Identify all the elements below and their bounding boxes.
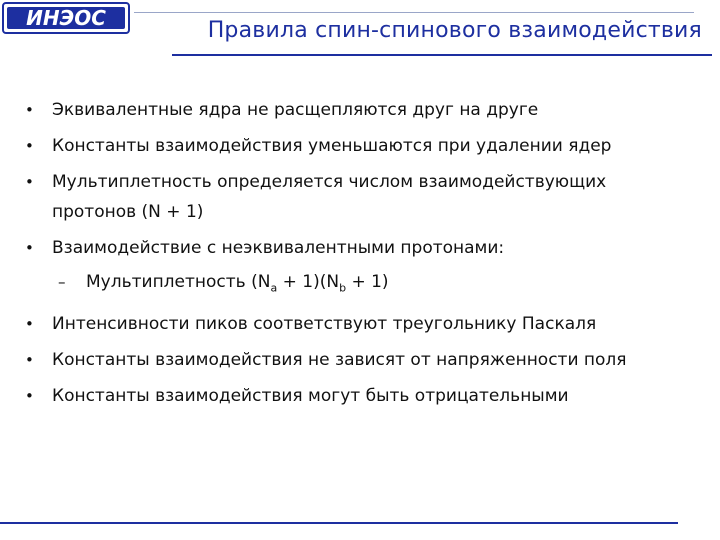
logo-graphic xyxy=(2,2,130,34)
header-rule xyxy=(172,54,712,56)
bullet-marker: • xyxy=(25,351,34,370)
bullet-marker: • xyxy=(25,173,34,191)
bullet-text: Взаимодействие с неэквивалентными протонами: xyxy=(52,238,505,258)
subscript-b: b xyxy=(339,281,347,295)
bullet-item xyxy=(22,95,702,125)
bullet-item xyxy=(22,233,702,263)
bullet-text: Константы взаимодействия не зависят от напряженности поля xyxy=(52,350,627,371)
bullet-marker: • xyxy=(25,315,34,334)
formula-part: + 1)(N xyxy=(277,272,340,292)
bullet-marker: • xyxy=(25,101,34,119)
sub-bullet-item xyxy=(22,267,702,303)
bullet-item xyxy=(22,309,702,339)
footer-rule xyxy=(0,522,678,524)
bullet-marker: • xyxy=(25,137,34,155)
bullet-text: Эквивалентные ядра не расщепляются друг на друге xyxy=(52,100,539,120)
logo-text: ИНЭОС xyxy=(26,6,106,30)
formula-part: Мультиплетность (N xyxy=(86,272,271,292)
bullet-item xyxy=(22,381,702,411)
slide-title: Правила спин-спинового взаимодействия xyxy=(207,18,702,43)
bullet-text: Мультиплетность определяется числом взаимодействующих протонов (N + 1) xyxy=(52,172,607,222)
formula-part: + 1) xyxy=(346,272,389,292)
formula-text xyxy=(86,272,389,295)
bullet-text: Интенсивности пиков соответствуют треугольнику Паскаля xyxy=(52,314,597,335)
bullet-marker: • xyxy=(25,387,34,406)
bullet-item xyxy=(22,131,702,161)
institute-logo xyxy=(2,2,130,34)
header-rule-thin xyxy=(134,12,694,13)
bullet-text: Константы взаимодействия могут быть отрицательными xyxy=(52,386,569,407)
bullet-marker: • xyxy=(25,239,34,257)
subscript-a: a xyxy=(270,281,278,295)
bullet-item xyxy=(22,345,702,375)
bullet-list xyxy=(22,95,702,417)
bullet-item xyxy=(22,167,672,227)
bullet-text: Константы взаимодействия уменьшаются при удалении ядер xyxy=(52,136,612,156)
dash-marker: – xyxy=(58,273,66,291)
